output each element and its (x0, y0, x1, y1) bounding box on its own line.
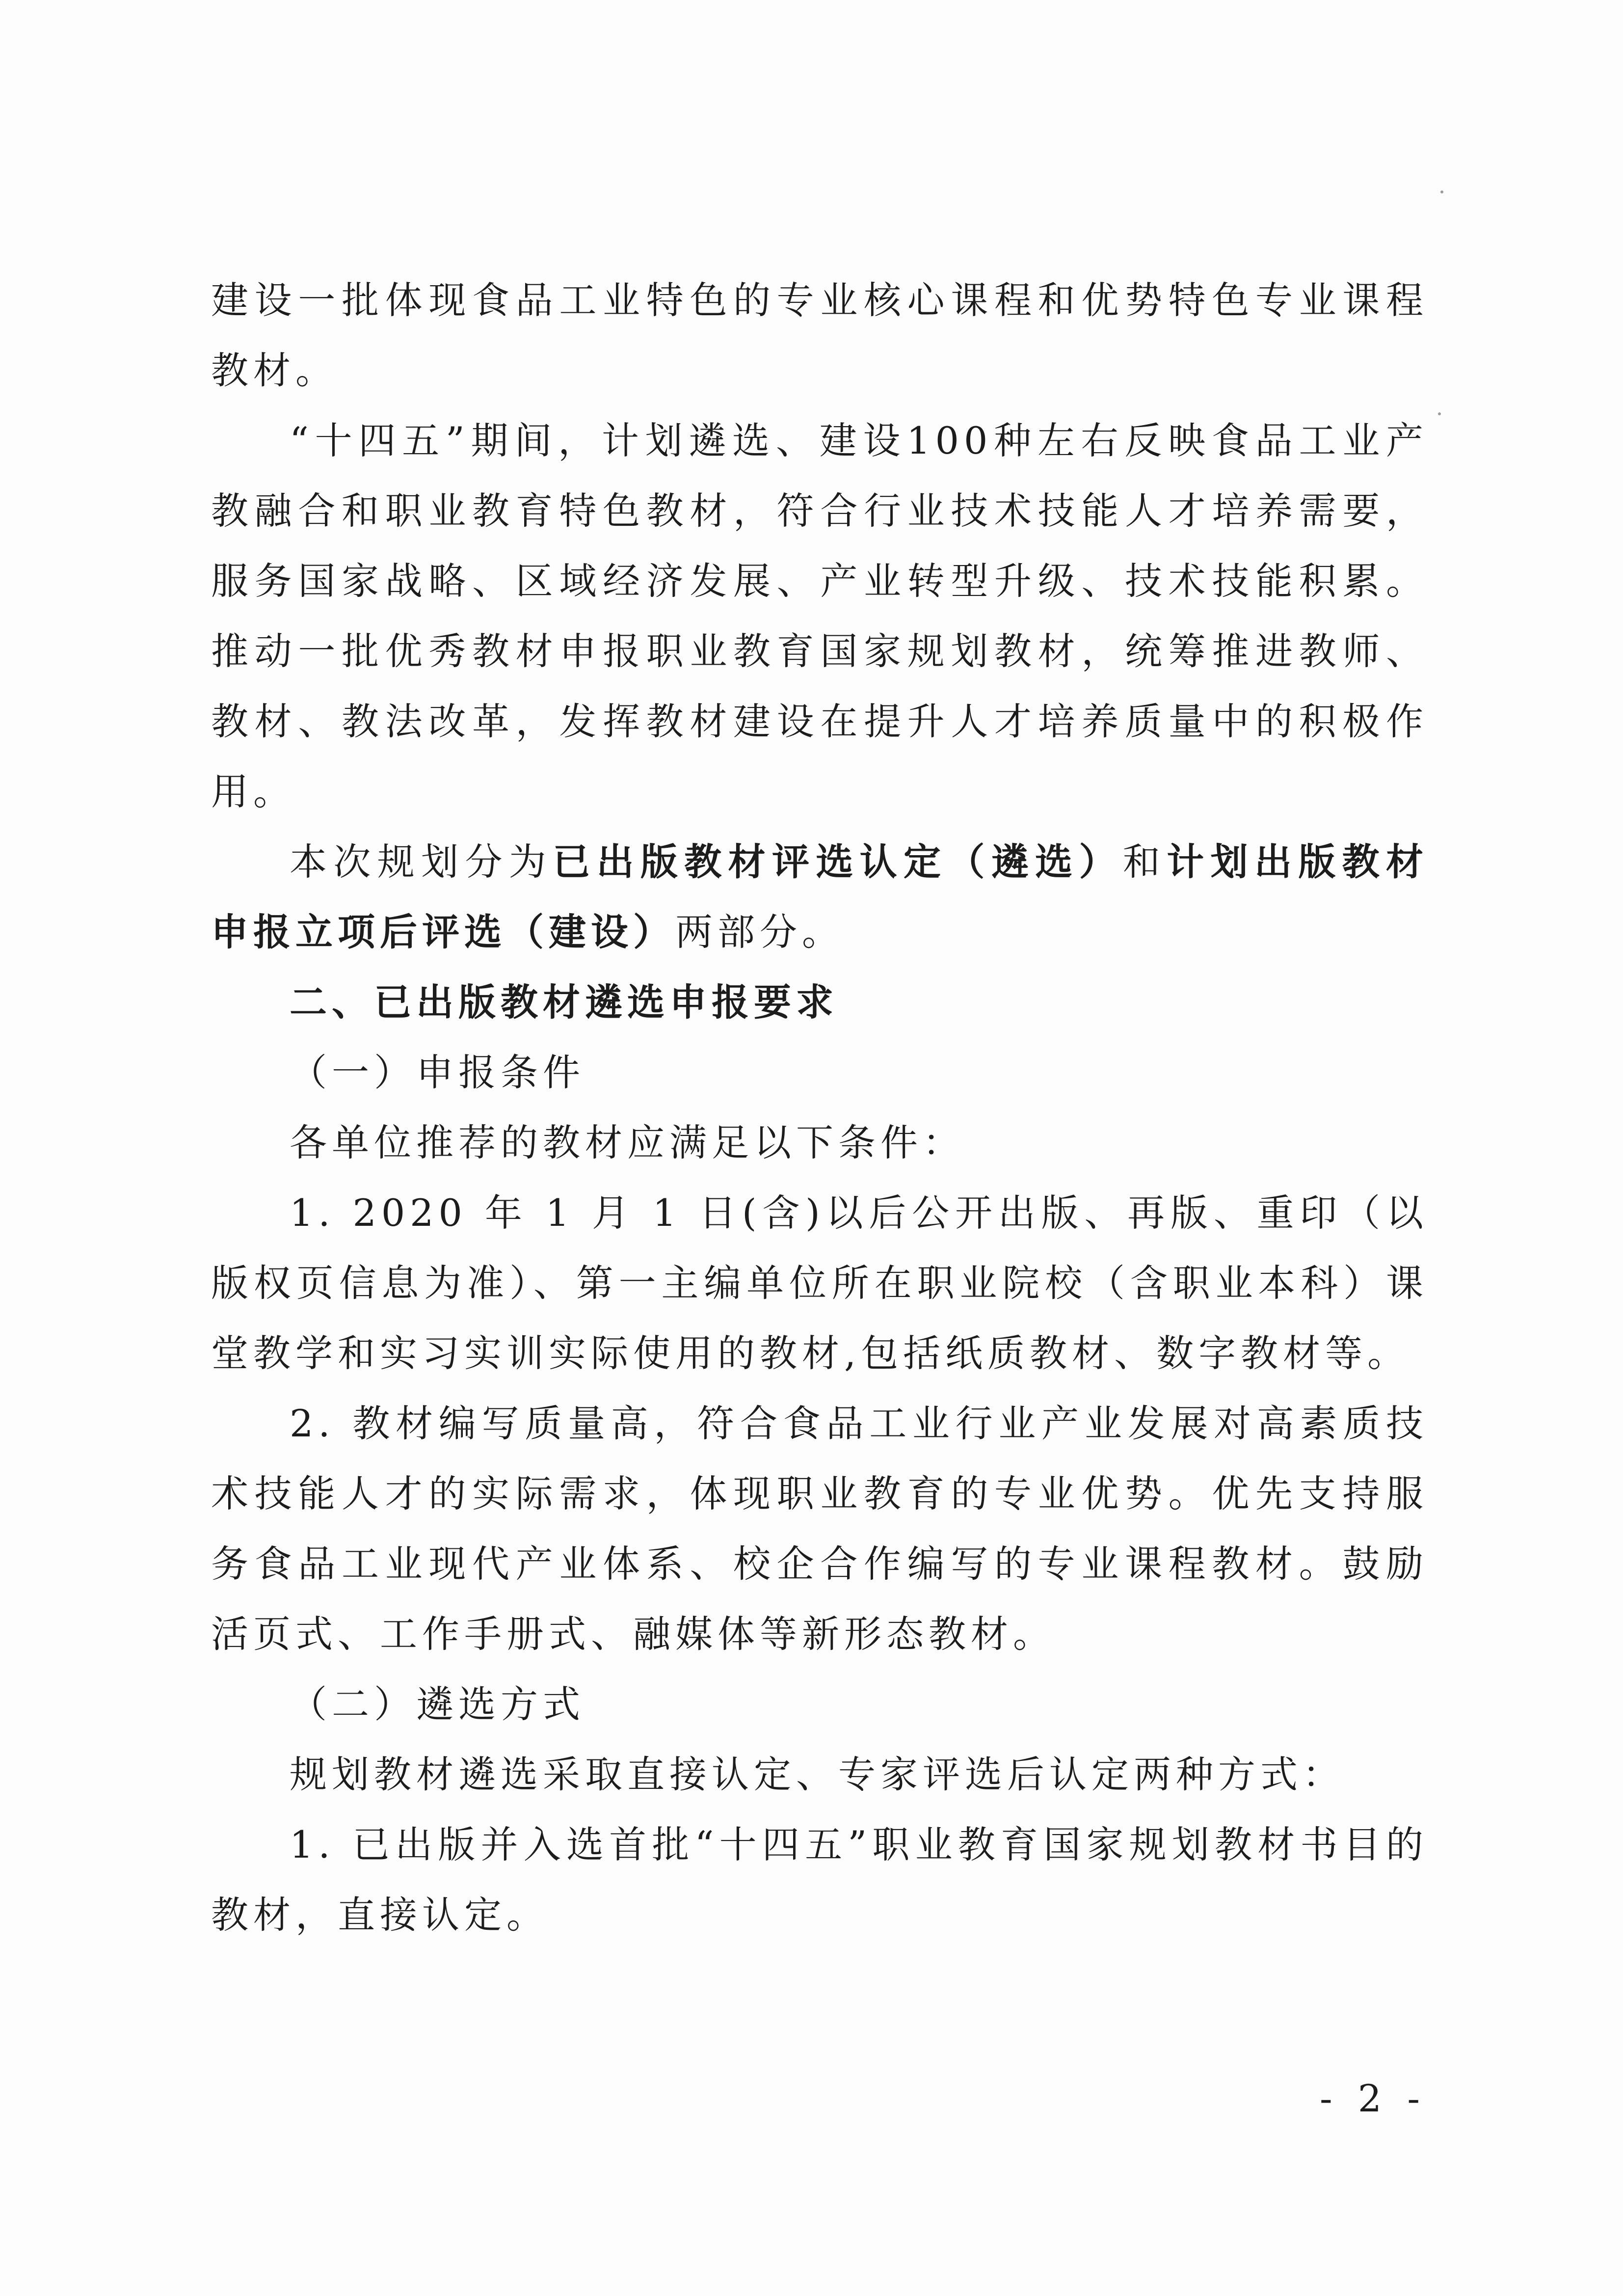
scan-speck (1438, 412, 1441, 415)
plan-part-selection: 已出版教材评选认定（遴选） (553, 840, 1123, 884)
plan-parts-outro: 两部分。 (675, 910, 844, 954)
plan-part-construction: 计划出版教材申报立项后评选（建设） (211, 840, 1429, 954)
paragraph-methods-intro: 规划教材遴选采取直接认定、专家评选后认定两种方式： (290, 1753, 1345, 1796)
paragraph-plan-overview: “十四五”期间，计划遴选、建设100种左右反映食品工业产教融合和职业教育特色教材，符合行业技术技能人才培养需要，服务国家战略、区域经济发展、产业转型升级、技术技能积累。推动一批优秀教材申报职业教育国家规划教材，统筹推进教师、教材、教法改革，发挥教材建设在提升人才培养质量中的积极作用。 (211, 419, 1428, 813)
page-number: - 2 - (1319, 2077, 1427, 2120)
paragraph-plan-parts (211, 827, 1428, 967)
paragraph-condition-1: 1. 2020 年 1 月 1 日(含)以后公开出版、再版、重印（以版权页信息为准）、第一主编单位所在职业院校（含职业本科）课堂教学和实习实训实际使用的教材,包括纸质教材、数字教材等。 (211, 1191, 1428, 1375)
subheading-selection-method: （二）遴选方式 (290, 1682, 585, 1726)
document-body (211, 265, 1428, 1950)
plan-parts-conjunction: 和 (1122, 840, 1167, 884)
subheading-application-conditions: （一）申报条件 (290, 1051, 585, 1094)
scan-speck (1440, 190, 1443, 193)
plan-parts-intro: 本次规划分为 (290, 840, 553, 884)
section-heading-2: 二、已出版教材遴选申报要求 (290, 980, 838, 1024)
paragraph-continuation: 建设一批体现食品工业特色的专业核心课程和优势特色专业课程教材。 (211, 278, 1428, 392)
paragraph-conditions-intro: 各单位推荐的教材应满足以下条件： (290, 1121, 965, 1164)
paragraph-method-1: 1. 已出版并入选首批“十四五”职业教育国家规划教材书目的教材，直接认定。 (211, 1823, 1428, 1937)
paragraph-condition-2: 2. 教材编写质量高，符合食品工业行业产业发展对高素质技术技能人才的实际需求，体现职业教育的专业优势。优先支持服务食品工业现代产业体系、校企合作编写的专业课程教材。鼓励活页式、工作手册式、融媒体等新形态教材。 (211, 1402, 1428, 1656)
